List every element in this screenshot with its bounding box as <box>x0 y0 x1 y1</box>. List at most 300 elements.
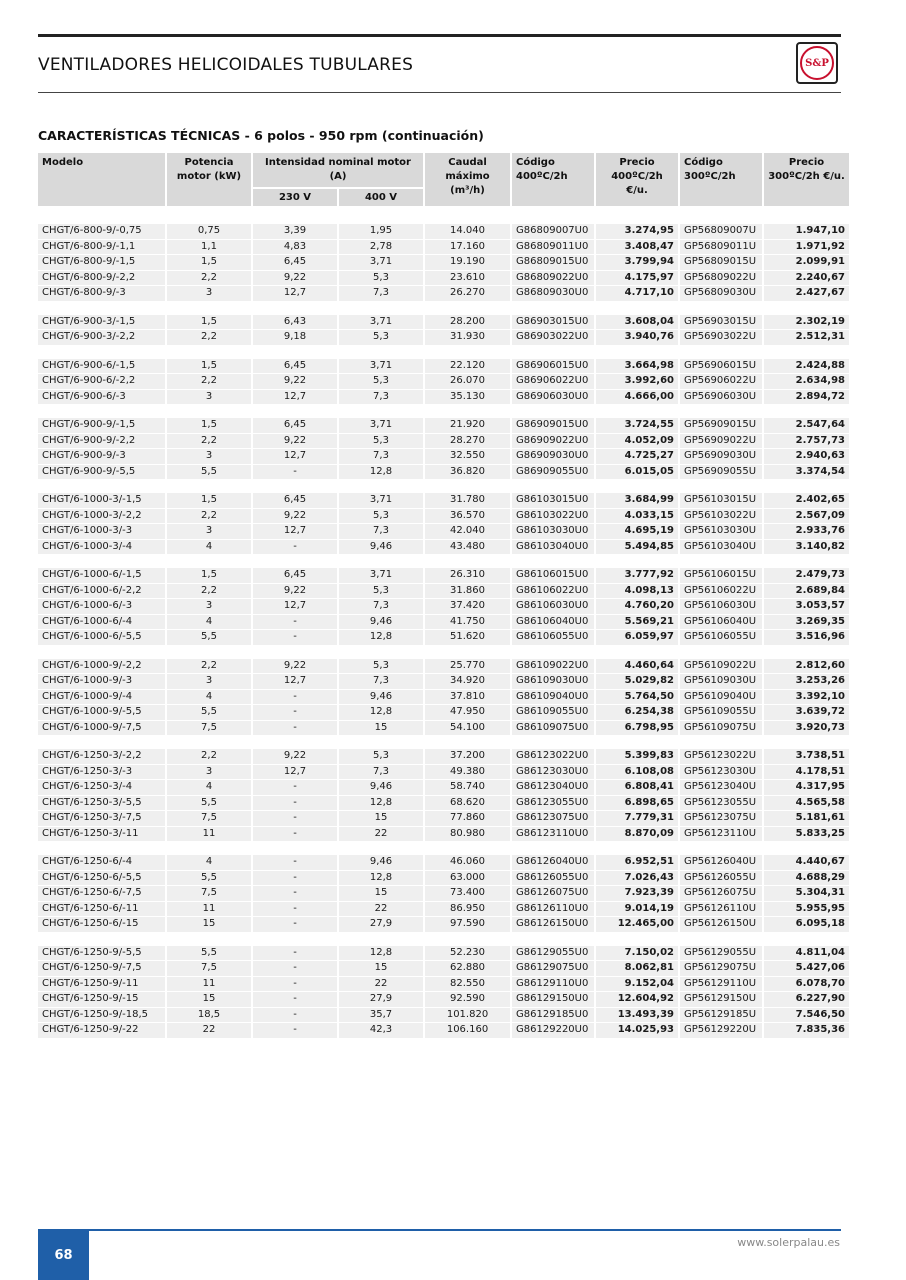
cell-potencia: 4 <box>167 690 251 706</box>
cell-potencia: 2,2 <box>167 749 251 765</box>
cell-precio-300: 2.757,73 <box>764 434 849 450</box>
cell-precio-300: 2.240,67 <box>764 271 849 287</box>
cell-precio-400: 4.052,09 <box>596 434 678 450</box>
group-spacer <box>38 646 849 659</box>
cell-precio-400: 4.098,13 <box>596 584 678 600</box>
cell-potencia: 4 <box>167 615 251 631</box>
cell-230v: 12,7 <box>253 286 337 302</box>
logo-mark: S&P <box>800 46 834 80</box>
cell-modelo: CHGT/6-1000-6/-2,2 <box>38 584 165 600</box>
cell-codigo-300: GP56129055U <box>680 946 762 962</box>
cell-caudal: 21.920 <box>425 418 510 434</box>
cell-400v: 15 <box>339 961 423 977</box>
cell-230v: - <box>253 917 337 933</box>
cell-400v: 3,71 <box>339 568 423 584</box>
cell-caudal: 31.930 <box>425 330 510 346</box>
cell-400v: 12,8 <box>339 796 423 812</box>
cell-400v: 15 <box>339 886 423 902</box>
cell-230v: - <box>253 1008 337 1024</box>
cell-400v: 12,8 <box>339 705 423 721</box>
cell-precio-400: 3.724,55 <box>596 418 678 434</box>
cell-codigo-300: GP56906030U <box>680 390 762 406</box>
table-row <box>38 434 849 450</box>
cell-precio-400: 14.025,93 <box>596 1023 678 1039</box>
cell-modelo: CHGT/6-800-9/-1,5 <box>38 255 165 271</box>
cell-potencia: 15 <box>167 992 251 1008</box>
cell-caudal: 37.420 <box>425 599 510 615</box>
cell-modelo: CHGT/6-900-9/-5,5 <box>38 465 165 481</box>
col-header-intensidad: Intensidad nominal motor (A) <box>253 153 423 187</box>
cell-potencia: 7,5 <box>167 721 251 737</box>
cell-modelo: CHGT/6-1000-6/-3 <box>38 599 165 615</box>
table-row <box>38 749 849 765</box>
cell-caudal: 106.160 <box>425 1023 510 1039</box>
cell-precio-400: 6.108,08 <box>596 765 678 781</box>
cell-precio-300: 4.317,95 <box>764 780 849 796</box>
cell-modelo: CHGT/6-1000-3/-1,5 <box>38 493 165 509</box>
group-spacer <box>38 206 849 224</box>
cell-codigo-400: G86909022U0 <box>512 434 594 450</box>
cell-codigo-300: GP56123022U <box>680 749 762 765</box>
cell-caudal: 52.230 <box>425 946 510 962</box>
cell-caudal: 31.780 <box>425 493 510 509</box>
cell-modelo: CHGT/6-1250-3/-4 <box>38 780 165 796</box>
cell-caudal: 47.950 <box>425 705 510 721</box>
cell-potencia: 1,5 <box>167 315 251 331</box>
cell-codigo-400: G86123030U0 <box>512 765 594 781</box>
cell-400v: 15 <box>339 721 423 737</box>
cell-codigo-300: GP56906022U <box>680 374 762 390</box>
table-row <box>38 540 849 556</box>
table-row <box>38 659 849 675</box>
cell-400v: 2,78 <box>339 240 423 256</box>
cell-precio-400: 7.150,02 <box>596 946 678 962</box>
group-spacer <box>38 933 849 946</box>
top-rule <box>38 34 841 37</box>
cell-precio-400: 4.695,19 <box>596 524 678 540</box>
cell-modelo: CHGT/6-1250-3/-3 <box>38 765 165 781</box>
cell-400v: 9,46 <box>339 780 423 796</box>
cell-potencia: 5,5 <box>167 465 251 481</box>
group-spacer <box>38 736 849 749</box>
cell-codigo-400: G86109030U0 <box>512 674 594 690</box>
header-rule <box>38 92 841 93</box>
cell-modelo: CHGT/6-900-6/-2,2 <box>38 374 165 390</box>
cell-precio-400: 3.664,98 <box>596 359 678 375</box>
cell-caudal: 97.590 <box>425 917 510 933</box>
cell-potencia: 2,2 <box>167 374 251 390</box>
cell-230v: 9,22 <box>253 374 337 390</box>
cell-precio-300: 3.639,72 <box>764 705 849 721</box>
cell-modelo: CHGT/6-1000-3/-3 <box>38 524 165 540</box>
cell-precio-300: 6.227,90 <box>764 992 849 1008</box>
cell-modelo: CHGT/6-1000-6/-1,5 <box>38 568 165 584</box>
cell-precio-400: 6.898,65 <box>596 796 678 812</box>
cell-codigo-400: G86109075U0 <box>512 721 594 737</box>
cell-400v: 5,3 <box>339 434 423 450</box>
cell-caudal: 36.570 <box>425 509 510 525</box>
cell-modelo: CHGT/6-1000-3/-4 <box>38 540 165 556</box>
cell-potencia: 0,75 <box>167 224 251 240</box>
cell-codigo-400: G86103030U0 <box>512 524 594 540</box>
cell-codigo-300: GP56129110U <box>680 977 762 993</box>
cell-caudal: 86.950 <box>425 902 510 918</box>
table-row <box>38 674 849 690</box>
table-row <box>38 240 849 256</box>
cell-caudal: 26.270 <box>425 286 510 302</box>
cell-caudal: 22.120 <box>425 359 510 375</box>
cell-modelo: CHGT/6-900-6/-1,5 <box>38 359 165 375</box>
cell-codigo-300: GP56123075U <box>680 811 762 827</box>
cell-caudal: 26.310 <box>425 568 510 584</box>
cell-modelo: CHGT/6-1250-9/-11 <box>38 977 165 993</box>
cell-precio-300: 3.392,10 <box>764 690 849 706</box>
cell-modelo: CHGT/6-1000-9/-7,5 <box>38 721 165 737</box>
cell-precio-400: 6.798,95 <box>596 721 678 737</box>
cell-codigo-300: GP56109075U <box>680 721 762 737</box>
cell-precio-300: 5.833,25 <box>764 827 849 843</box>
table-row <box>38 493 849 509</box>
cell-230v: - <box>253 705 337 721</box>
cell-modelo: CHGT/6-1250-9/-18,5 <box>38 1008 165 1024</box>
cell-potencia: 2,2 <box>167 271 251 287</box>
table-row <box>38 992 849 1008</box>
cell-precio-400: 8.062,81 <box>596 961 678 977</box>
cell-400v: 9,46 <box>339 690 423 706</box>
cell-230v: - <box>253 1023 337 1039</box>
cell-potencia: 3 <box>167 390 251 406</box>
specs-table-body <box>38 206 849 1039</box>
cell-codigo-300: GP56123055U <box>680 796 762 812</box>
col-header-potencia: Potencia motor (kW) <box>167 153 251 206</box>
cell-potencia: 3 <box>167 286 251 302</box>
cell-codigo-400: G86123040U0 <box>512 780 594 796</box>
cell-codigo-300: GP56103030U <box>680 524 762 540</box>
cell-caudal: 37.200 <box>425 749 510 765</box>
table-row <box>38 705 849 721</box>
cell-precio-300: 2.479,73 <box>764 568 849 584</box>
cell-230v: - <box>253 855 337 871</box>
cell-precio-300: 2.427,67 <box>764 286 849 302</box>
cell-codigo-300: GP56103015U <box>680 493 762 509</box>
cell-modelo: CHGT/6-1250-6/-4 <box>38 855 165 871</box>
cell-precio-400: 7.923,39 <box>596 886 678 902</box>
cell-codigo-300: GP56106040U <box>680 615 762 631</box>
cell-400v: 9,46 <box>339 615 423 631</box>
cell-400v: 15 <box>339 811 423 827</box>
cell-codigo-300: GP56129185U <box>680 1008 762 1024</box>
table-row <box>38 255 849 271</box>
page-number: 68 <box>38 1231 89 1280</box>
cell-codigo-300: GP56126110U <box>680 902 762 918</box>
cell-precio-300: 1.947,10 <box>764 224 849 240</box>
cell-precio-400: 5.569,21 <box>596 615 678 631</box>
cell-potencia: 11 <box>167 902 251 918</box>
table-row <box>38 977 849 993</box>
cell-400v: 12,8 <box>339 630 423 646</box>
cell-precio-400: 4.760,20 <box>596 599 678 615</box>
footer-url: www.solerpalau.es <box>737 1236 840 1249</box>
cell-codigo-400: G86126055U0 <box>512 871 594 887</box>
footer-rule <box>38 1229 841 1231</box>
cell-precio-400: 5.764,50 <box>596 690 678 706</box>
cell-precio-300: 4.178,51 <box>764 765 849 781</box>
table-row <box>38 917 849 933</box>
cell-caudal: 41.750 <box>425 615 510 631</box>
cell-400v: 7,3 <box>339 449 423 465</box>
cell-400v: 3,71 <box>339 255 423 271</box>
cell-caudal: 92.590 <box>425 992 510 1008</box>
table-row <box>38 1008 849 1024</box>
cell-230v: - <box>253 886 337 902</box>
cell-potencia: 5,5 <box>167 630 251 646</box>
cell-potencia: 4 <box>167 780 251 796</box>
cell-caudal: 54.100 <box>425 721 510 737</box>
cell-230v: 12,7 <box>253 524 337 540</box>
col-header-caudal: Caudal máximo (m³/h) <box>425 153 510 206</box>
cell-codigo-400: G86129075U0 <box>512 961 594 977</box>
table-row <box>38 315 849 331</box>
cell-230v: - <box>253 946 337 962</box>
cell-potencia: 5,5 <box>167 946 251 962</box>
cell-modelo: CHGT/6-1250-6/-15 <box>38 917 165 933</box>
cell-potencia: 1,5 <box>167 493 251 509</box>
cell-potencia: 5,5 <box>167 705 251 721</box>
cell-codigo-300: GP56123040U <box>680 780 762 796</box>
table-row <box>38 271 849 287</box>
cell-codigo-400: G86106015U0 <box>512 568 594 584</box>
cell-230v: 6,45 <box>253 359 337 375</box>
table-row <box>38 765 849 781</box>
cell-caudal: 14.040 <box>425 224 510 240</box>
cell-modelo: CHGT/6-1250-6/-5,5 <box>38 871 165 887</box>
cell-caudal: 82.550 <box>425 977 510 993</box>
cell-potencia: 1,5 <box>167 418 251 434</box>
cell-codigo-300: GP56103040U <box>680 540 762 556</box>
table-row <box>38 871 849 887</box>
cell-potencia: 3 <box>167 765 251 781</box>
cell-codigo-400: G86129185U0 <box>512 1008 594 1024</box>
cell-codigo-400: G86109040U0 <box>512 690 594 706</box>
cell-codigo-300: GP56103022U <box>680 509 762 525</box>
cell-codigo-300: GP56106015U <box>680 568 762 584</box>
cell-caudal: 62.880 <box>425 961 510 977</box>
cell-400v: 3,71 <box>339 315 423 331</box>
cell-modelo: CHGT/6-1000-3/-2,2 <box>38 509 165 525</box>
cell-230v: - <box>253 721 337 737</box>
cell-modelo: CHGT/6-1250-9/-15 <box>38 992 165 1008</box>
cell-230v: 12,7 <box>253 765 337 781</box>
cell-codigo-400: G86126150U0 <box>512 917 594 933</box>
cell-modelo: CHGT/6-1250-3/-5,5 <box>38 796 165 812</box>
cell-precio-300: 3.269,35 <box>764 615 849 631</box>
cell-caudal: 73.400 <box>425 886 510 902</box>
cell-codigo-400: G86126110U0 <box>512 902 594 918</box>
cell-caudal: 26.070 <box>425 374 510 390</box>
cell-230v: - <box>253 811 337 827</box>
cell-codigo-400: G86123075U0 <box>512 811 594 827</box>
cell-codigo-400: G86129150U0 <box>512 992 594 1008</box>
cell-precio-300: 7.546,50 <box>764 1008 849 1024</box>
table-row <box>38 796 849 812</box>
cell-potencia: 2,2 <box>167 330 251 346</box>
cell-potencia: 3 <box>167 599 251 615</box>
cell-400v: 12,8 <box>339 946 423 962</box>
table-row <box>38 615 849 631</box>
cell-codigo-400: G86906022U0 <box>512 374 594 390</box>
table-row <box>38 827 849 843</box>
cell-400v: 5,3 <box>339 509 423 525</box>
cell-precio-400: 3.684,99 <box>596 493 678 509</box>
cell-400v: 3,71 <box>339 418 423 434</box>
table-row <box>38 418 849 434</box>
page-title: VENTILADORES HELICOIDALES TUBULARES <box>38 55 414 75</box>
cell-codigo-400: G86106055U0 <box>512 630 594 646</box>
cell-precio-300: 3.738,51 <box>764 749 849 765</box>
cell-modelo: CHGT/6-800-9/-1,1 <box>38 240 165 256</box>
table-row <box>38 780 849 796</box>
cell-codigo-400: G86906030U0 <box>512 390 594 406</box>
table-row <box>38 449 849 465</box>
cell-230v: 12,7 <box>253 390 337 406</box>
cell-400v: 27,9 <box>339 992 423 1008</box>
table-row <box>38 330 849 346</box>
cell-caudal: 43.480 <box>425 540 510 556</box>
col-header-230v: 230 V <box>253 187 337 206</box>
cell-caudal: 68.620 <box>425 796 510 812</box>
cell-precio-300: 6.095,18 <box>764 917 849 933</box>
cell-precio-300: 2.302,19 <box>764 315 849 331</box>
cell-precio-400: 6.952,51 <box>596 855 678 871</box>
cell-modelo: CHGT/6-1000-9/-5,5 <box>38 705 165 721</box>
group-spacer <box>38 842 849 855</box>
cell-precio-400: 6.808,41 <box>596 780 678 796</box>
cell-precio-400: 3.608,04 <box>596 315 678 331</box>
cell-caudal: 25.770 <box>425 659 510 675</box>
cell-230v: - <box>253 540 337 556</box>
table-row <box>38 599 849 615</box>
cell-codigo-300: GP56909015U <box>680 418 762 434</box>
cell-potencia: 3 <box>167 449 251 465</box>
cell-400v: 7,3 <box>339 524 423 540</box>
cell-caudal: 63.000 <box>425 871 510 887</box>
cell-potencia: 11 <box>167 977 251 993</box>
cell-caudal: 37.810 <box>425 690 510 706</box>
cell-codigo-300: GP56809011U <box>680 240 762 256</box>
cell-potencia: 7,5 <box>167 886 251 902</box>
cell-codigo-300: GP56126055U <box>680 871 762 887</box>
cell-codigo-400: G86809007U0 <box>512 224 594 240</box>
cell-codigo-400: G86129110U0 <box>512 977 594 993</box>
cell-precio-400: 4.460,64 <box>596 659 678 675</box>
cell-codigo-300: GP56909055U <box>680 465 762 481</box>
col-header-precio-300: Precio 300ºC/2h €/u. <box>764 153 849 206</box>
cell-potencia: 3 <box>167 524 251 540</box>
cell-230v: 6,45 <box>253 418 337 434</box>
table-row <box>38 465 849 481</box>
cell-400v: 3,71 <box>339 359 423 375</box>
cell-caudal: 31.860 <box>425 584 510 600</box>
cell-codigo-300: GP56106055U <box>680 630 762 646</box>
cell-potencia: 15 <box>167 917 251 933</box>
cell-caudal: 49.380 <box>425 765 510 781</box>
cell-codigo-300: GP56123110U <box>680 827 762 843</box>
cell-potencia: 7,5 <box>167 961 251 977</box>
cell-potencia: 1,5 <box>167 255 251 271</box>
cell-codigo-300: GP56903022U <box>680 330 762 346</box>
cell-precio-300: 2.933,76 <box>764 524 849 540</box>
cell-caudal: 42.040 <box>425 524 510 540</box>
cell-codigo-400: G86903022U0 <box>512 330 594 346</box>
cell-precio-400: 3.799,94 <box>596 255 678 271</box>
cell-230v: 6,45 <box>253 493 337 509</box>
cell-potencia: 7,5 <box>167 811 251 827</box>
cell-precio-300: 3.140,82 <box>764 540 849 556</box>
table-row <box>38 224 849 240</box>
cell-modelo: CHGT/6-1000-9/-2,2 <box>38 659 165 675</box>
cell-caudal: 28.270 <box>425 434 510 450</box>
cell-caudal: 19.190 <box>425 255 510 271</box>
cell-modelo: CHGT/6-1250-3/-11 <box>38 827 165 843</box>
cell-caudal: 23.610 <box>425 271 510 287</box>
cell-codigo-400: G86103022U0 <box>512 509 594 525</box>
cell-230v: - <box>253 977 337 993</box>
cell-modelo: CHGT/6-900-9/-3 <box>38 449 165 465</box>
cell-codigo-400: G86909015U0 <box>512 418 594 434</box>
cell-precio-400: 6.059,97 <box>596 630 678 646</box>
cell-codigo-300: GP56109040U <box>680 690 762 706</box>
cell-modelo: CHGT/6-800-9/-3 <box>38 286 165 302</box>
cell-codigo-300: GP56106030U <box>680 599 762 615</box>
cell-codigo-400: G86129220U0 <box>512 1023 594 1039</box>
cell-modelo: CHGT/6-900-6/-3 <box>38 390 165 406</box>
col-header-precio-400: Precio 400ºC/2h €/u. <box>596 153 678 206</box>
cell-230v: 12,7 <box>253 449 337 465</box>
cell-caudal: 28.200 <box>425 315 510 331</box>
table-row <box>38 286 849 302</box>
table-row <box>38 374 849 390</box>
cell-caudal: 35.130 <box>425 390 510 406</box>
cell-codigo-300: GP56109030U <box>680 674 762 690</box>
cell-precio-400: 4.666,00 <box>596 390 678 406</box>
cell-codigo-400: G86103040U0 <box>512 540 594 556</box>
table-row <box>38 961 849 977</box>
cell-codigo-300: GP56109022U <box>680 659 762 675</box>
cell-230v: - <box>253 465 337 481</box>
cell-modelo: CHGT/6-900-9/-1,5 <box>38 418 165 434</box>
cell-potencia: 11 <box>167 827 251 843</box>
specs-table <box>36 153 851 1039</box>
cell-precio-300: 2.940,63 <box>764 449 849 465</box>
cell-codigo-400: G86103015U0 <box>512 493 594 509</box>
cell-potencia: 22 <box>167 1023 251 1039</box>
cell-precio-300: 2.567,09 <box>764 509 849 525</box>
cell-modelo: CHGT/6-1000-6/-5,5 <box>38 630 165 646</box>
cell-precio-300: 5.304,31 <box>764 886 849 902</box>
cell-codigo-400: G86106022U0 <box>512 584 594 600</box>
cell-precio-400: 7.779,31 <box>596 811 678 827</box>
cell-precio-300: 7.835,36 <box>764 1023 849 1039</box>
cell-precio-400: 5.399,83 <box>596 749 678 765</box>
cell-precio-300: 2.512,31 <box>764 330 849 346</box>
group-spacer <box>38 346 849 359</box>
cell-400v: 22 <box>339 827 423 843</box>
cell-230v: - <box>253 871 337 887</box>
cell-precio-300: 1.971,92 <box>764 240 849 256</box>
cell-caudal: 34.920 <box>425 674 510 690</box>
cell-230v: 9,18 <box>253 330 337 346</box>
table-row <box>38 568 849 584</box>
